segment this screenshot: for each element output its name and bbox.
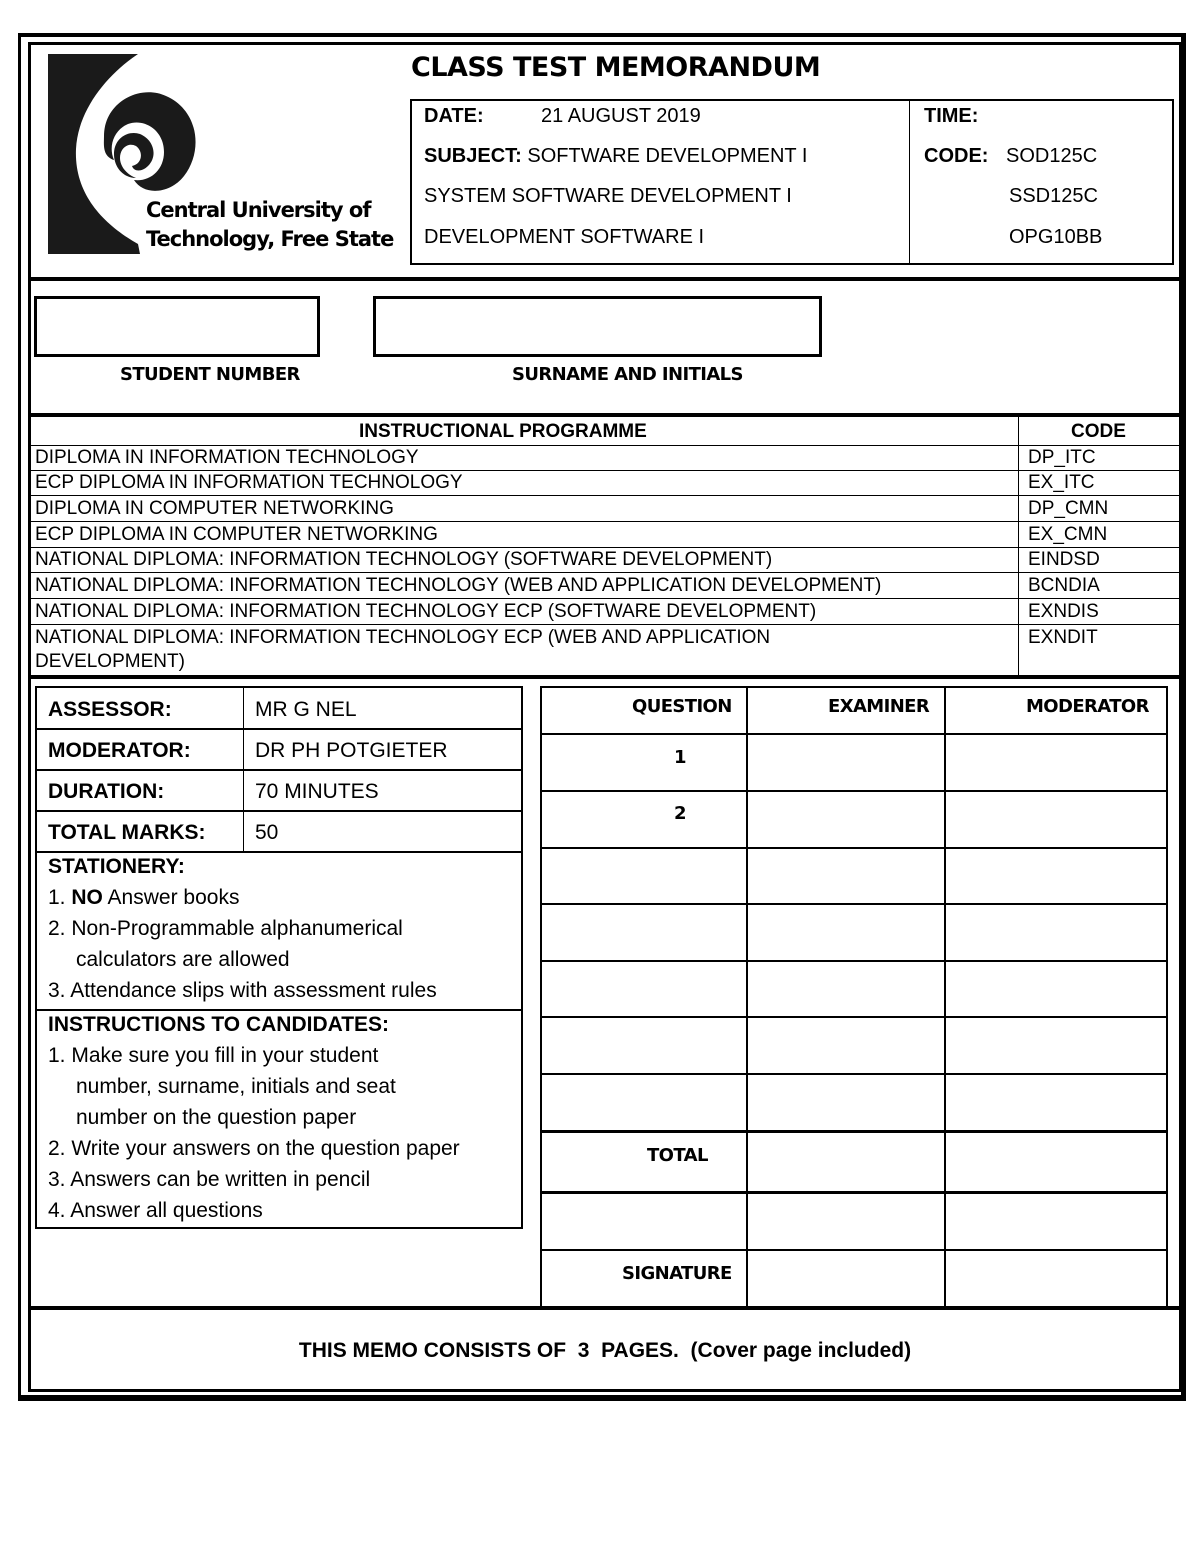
col-question-header: QUESTION: [632, 696, 732, 717]
row-line: [28, 572, 1182, 573]
subject-value-3: DEVELOPMENT SOFTWARE I: [424, 226, 705, 248]
row-line: [542, 847, 1168, 849]
date-label: DATE:: [424, 105, 484, 127]
duration-value: 70 MINUTES: [255, 780, 379, 803]
programme-code: EX_ITC: [1028, 472, 1095, 493]
header-separator: [28, 277, 1182, 281]
examiner-mark-cell-2[interactable]: [748, 792, 944, 847]
university-name-line2: Technology, Free State: [146, 227, 394, 251]
code-value-1: SOD125C: [1006, 145, 1098, 167]
row-line: [37, 851, 521, 853]
total-row-label: TOTAL: [647, 1145, 708, 1166]
row-line: [542, 1073, 1168, 1075]
question-1-label: 1: [674, 747, 686, 768]
row-line: [37, 769, 521, 771]
surname-initials-box[interactable]: [373, 296, 822, 357]
signature-row-label: SIGNATURE: [622, 1263, 732, 1284]
moderator-mark-cell-1[interactable]: [946, 735, 1168, 790]
row-line: [28, 495, 1182, 496]
programme-code: EINDSD: [1028, 549, 1100, 570]
code-header: CODE: [1071, 421, 1126, 442]
instruction-item-4: 4. Answer all questions: [48, 1199, 263, 1222]
programme-code: DP_CMN: [1028, 498, 1109, 519]
programme-code: EXNDIT: [1028, 627, 1098, 648]
moderator-signature-cell[interactable]: [946, 1251, 1168, 1308]
examiner-mark-cell-1[interactable]: [748, 735, 944, 790]
programme-code: EX_CMN: [1028, 524, 1108, 545]
stationery-item-1-bold: NO: [71, 886, 103, 909]
programme-code: BCNDIA: [1028, 575, 1100, 596]
instruction-item-3: 3. Answers can be written in pencil: [48, 1168, 371, 1191]
page-count-note: THIS MEMO CONSISTS OF 3 PAGES. (Cover page included): [298, 1339, 912, 1362]
col-examiner-header: EXAMINER: [828, 696, 930, 717]
row-line: [28, 598, 1182, 599]
programme-name: NATIONAL DIPLOMA: INFORMATION TECHNOLOGY ECP (SOFTWARE DEVELOPMENT): [35, 601, 817, 622]
assessment-box: [35, 686, 523, 1229]
code-label: CODE:: [924, 145, 989, 167]
question-2-label: 2: [674, 803, 686, 824]
moderator-value: DR PH POTGIETER: [255, 739, 448, 762]
stationery-item-1-number: 1.: [48, 886, 66, 909]
col-moderator-header: MODERATOR: [1026, 696, 1149, 717]
stationery-item-1: [48, 886, 239, 910]
examiner-signature-cell[interactable]: [748, 1251, 944, 1308]
assessor-value: MR G NEL: [255, 698, 357, 721]
total-marks-label: TOTAL MARKS:: [48, 821, 206, 844]
programme-name: NATIONAL DIPLOMA: INFORMATION TECHNOLOGY ECP (WEB AND APPLICATION: [35, 627, 771, 648]
student-number-box[interactable]: [34, 296, 320, 357]
programme-name: ECP DIPLOMA IN INFORMATION TECHNOLOGY: [35, 472, 463, 493]
instruction-item-1-continued: number, surname, initials and seat: [76, 1075, 396, 1098]
marks-table: [540, 686, 1168, 1308]
surname-initials-label: SURNAME AND INITIALS: [512, 364, 743, 385]
stationery-item-2: 2. Non-Programmable alphanumerical: [48, 917, 403, 940]
row-line: [37, 810, 521, 812]
stationery-item-2-continued: calculators are allowed: [76, 948, 290, 971]
moderator-mark-cell-2[interactable]: [946, 792, 1168, 847]
moderator-total-cell[interactable]: [946, 1133, 1168, 1191]
stationery-heading: STATIONERY:: [48, 855, 185, 878]
document-title: CLASS TEST MEMORANDUM: [411, 52, 821, 83]
programme-separator: [28, 675, 1182, 679]
subject-value-2: SYSTEM SOFTWARE DEVELOPMENT I: [424, 185, 792, 207]
programme-header: INSTRUCTIONAL PROGRAMME: [359, 421, 647, 442]
duration-label: DURATION:: [48, 780, 165, 803]
programme-name: ECP DIPLOMA IN COMPUTER NETWORKING: [35, 524, 438, 545]
row-line: [28, 521, 1182, 522]
row-line: [542, 1191, 1168, 1194]
stationery-item-1-text: Answer books: [107, 886, 240, 909]
instruction-item-1: 1. Make sure you fill in your student: [48, 1044, 379, 1067]
subject-value-1: SOFTWARE DEVELOPMENT I: [527, 145, 808, 167]
programme-name: NATIONAL DIPLOMA: INFORMATION TECHNOLOGY (WEB AND APPLICATION DEVELOPMENT): [35, 575, 882, 596]
instructions-heading: INSTRUCTIONS TO CANDIDATES:: [48, 1013, 390, 1036]
programme-name: NATIONAL DIPLOMA: INFORMATION TECHNOLOGY (SOFTWARE DEVELOPMENT): [35, 549, 773, 570]
programme-table: [28, 417, 1182, 675]
moderator-label: MODERATOR:: [48, 739, 191, 762]
code-value-2: SSD125C: [1009, 185, 1098, 207]
programme-name-continued: DEVELOPMENT): [35, 651, 185, 672]
info-divider: [909, 101, 910, 263]
row-line: [542, 960, 1168, 962]
subject-line-1: [424, 145, 807, 168]
row-line: [37, 728, 521, 730]
code-value-3: OPG10BB: [1009, 226, 1103, 248]
examiner-total-cell[interactable]: [748, 1133, 944, 1191]
row-line: [542, 1016, 1168, 1018]
student-number-label: STUDENT NUMBER: [120, 364, 300, 385]
programme-code: DP_ITC: [1028, 447, 1096, 468]
instruction-item-2: 2. Write your answers on the question paper: [48, 1137, 460, 1160]
assessor-label: ASSESSOR:: [48, 698, 172, 721]
row-line: [37, 1009, 521, 1011]
instruction-item-1-continued: number on the question paper: [76, 1106, 357, 1129]
logo-emblem-icon: [48, 54, 208, 254]
programme-name: DIPLOMA IN INFORMATION TECHNOLOGY: [35, 447, 419, 468]
programme-name: DIPLOMA IN COMPUTER NETWORKING: [35, 498, 394, 519]
time-label: TIME:: [924, 105, 979, 127]
row-line: [28, 624, 1182, 625]
university-logo: [48, 54, 394, 254]
test-info-box: [410, 99, 1174, 265]
programme-code: EXNDIS: [1028, 601, 1099, 622]
university-name-line1: Central University of: [146, 198, 371, 222]
date-value: 21 AUGUST 2019: [541, 105, 701, 127]
stationery-item-3: 3. Attendance slips with assessment rules: [48, 979, 437, 1002]
subject-label: SUBJECT:: [424, 145, 522, 167]
table-separator: [28, 1306, 1182, 1310]
programme-code-divider: [1018, 417, 1019, 675]
total-marks-value: 50: [255, 821, 279, 844]
row-line: [542, 903, 1168, 905]
